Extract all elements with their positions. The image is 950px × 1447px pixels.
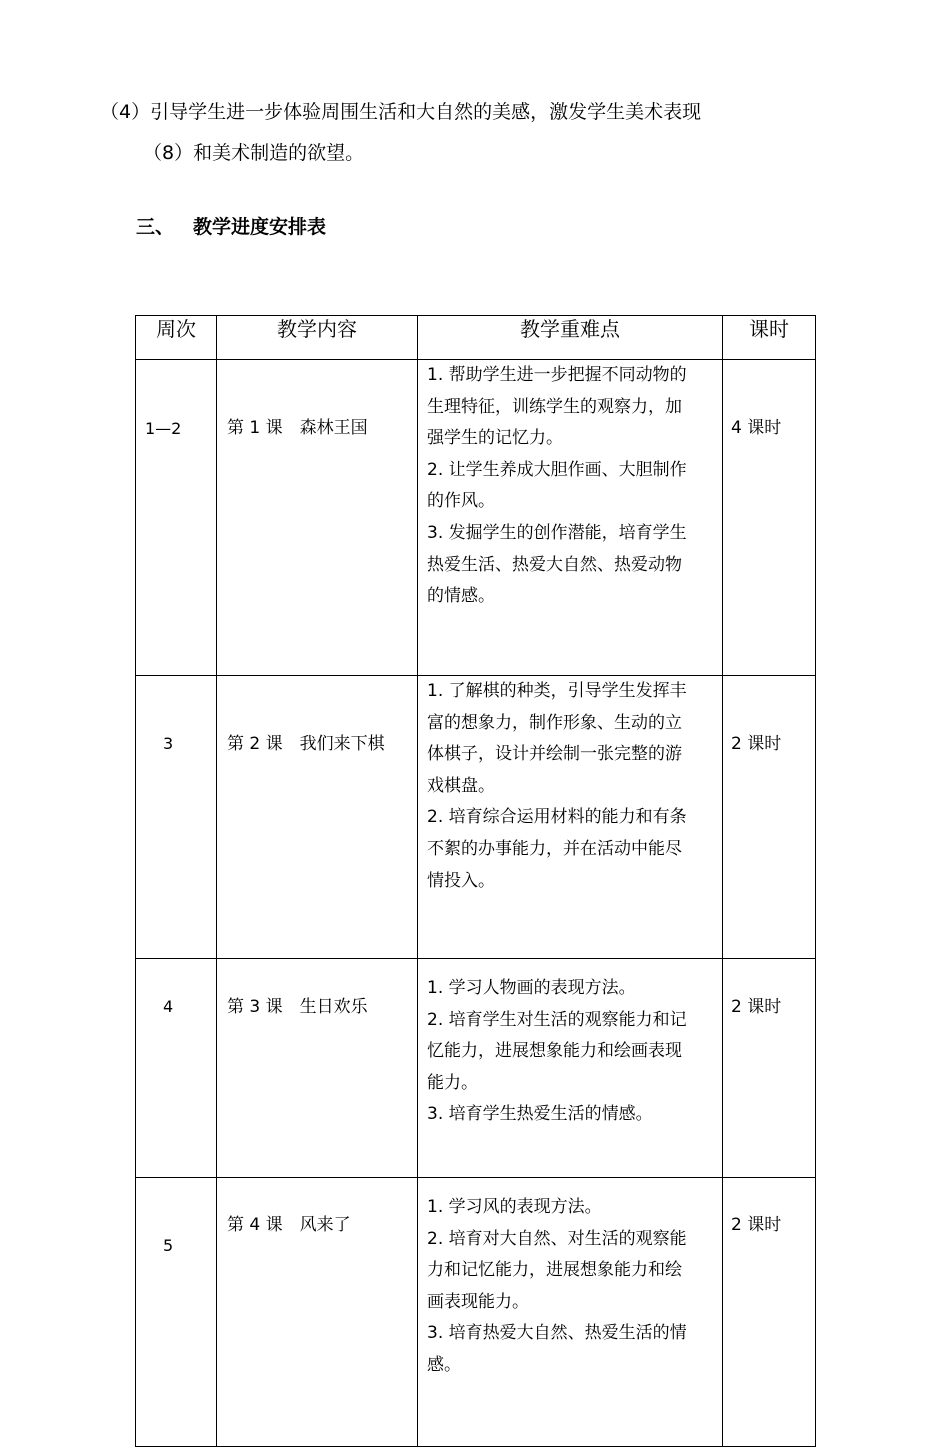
hours-cell: 2 课时: [723, 959, 816, 1178]
section-title: 教学进度安排表: [193, 216, 327, 238]
key-point-line: 能力。: [427, 1072, 478, 1093]
key-point-line: 戏棋盘。: [427, 775, 495, 796]
key-point-line: 的情感。: [427, 586, 495, 607]
header-content: 教学内容: [217, 316, 418, 360]
key-point-line: 强学生的记忆力。: [427, 428, 563, 449]
objective-line-8: （8）和美术制造的欲望。: [143, 142, 365, 164]
table-row: [136, 959, 816, 1178]
lesson-cell: 第 4 课 风来了: [217, 1178, 418, 1447]
key-point-line: 2. 让学生养成大胆作画、大胆制作: [427, 459, 687, 480]
key-points-cell: [418, 1178, 723, 1447]
key-point-line: 的作风。: [427, 491, 495, 512]
header-week: 周次: [136, 316, 217, 360]
key-point-line: 生理特征，训练学生的观察力，加: [427, 396, 682, 417]
key-point-line: 富的想象力，制作形象、生动的立: [427, 712, 682, 733]
key-point-line: 体棋子，设计并绘制一张完整的游: [427, 744, 682, 765]
key-point-line: 1. 帮助学生进一步把握不同动物的: [427, 365, 687, 385]
key-point-line: 2. 培育学生对生活的观察能力和记: [427, 1009, 687, 1030]
week-cell: 3: [136, 676, 217, 959]
lesson-cell: 第 2 课 我们来下棋: [217, 676, 418, 959]
key-point-line: 3. 发掘学生的创作潜能，培育学生: [427, 522, 687, 543]
key-point-line: 热爱生活、热爱大自然、热爱动物: [427, 554, 682, 575]
key-point-line: 3. 培育学生热爱生活的情感。: [427, 1104, 653, 1125]
header-hours: 课时: [723, 316, 816, 360]
key-points-cell: [418, 676, 723, 959]
key-point-line: 1. 学习风的表现方法。: [427, 1197, 602, 1217]
hours-cell: 2 课时: [723, 1178, 816, 1447]
lesson-cell: 第 3 课 生日欢乐: [217, 959, 418, 1178]
key-points-cell: [418, 360, 723, 676]
table-row: [136, 360, 816, 676]
key-point-line: 1. 学习人物画的表现方法。: [427, 978, 636, 998]
header-key-points: 教学重难点: [418, 316, 723, 360]
table-row: [136, 1178, 816, 1447]
section-heading: [136, 215, 326, 239]
table-row: [136, 676, 816, 959]
hours-cell: 4 课时: [723, 360, 816, 676]
week-cell: 1—2: [136, 360, 217, 676]
key-point-line: 力和记忆能力，进展想象能力和绘: [427, 1260, 682, 1281]
key-point-line: 2. 培育综合运用材料的能力和有条: [427, 807, 687, 828]
objective-line-4: （4）引导学生进一步体验周围生活和大自然的美感，激发学生美术表现: [100, 101, 702, 123]
week-cell: 4: [136, 959, 217, 1178]
key-point-line: 忆能力，进展想象能力和绘画表现: [427, 1041, 682, 1062]
hours-cell: 2 课时: [723, 676, 816, 959]
table-header-row: [136, 316, 816, 360]
key-point-line: 1. 了解棋的种类，引导学生发挥丰: [427, 681, 687, 701]
key-point-line: 2. 培育对大自然、对生活的观察能: [427, 1228, 687, 1249]
teaching-schedule-table: [135, 315, 816, 1447]
key-point-line: 不絮的办事能力，并在活动中能尽: [427, 838, 682, 859]
section-number: 三、: [136, 216, 175, 238]
lesson-cell: 第 1 课 森林王国: [217, 360, 418, 676]
week-cell: 5: [136, 1178, 217, 1447]
key-point-line: 感。: [427, 1354, 461, 1375]
key-point-line: 情投入。: [427, 870, 495, 891]
key-point-line: 3. 培育热爱大自然、热爱生活的情: [427, 1323, 687, 1344]
key-points-cell: [418, 959, 723, 1178]
key-point-line: 画表现能力。: [427, 1291, 529, 1312]
